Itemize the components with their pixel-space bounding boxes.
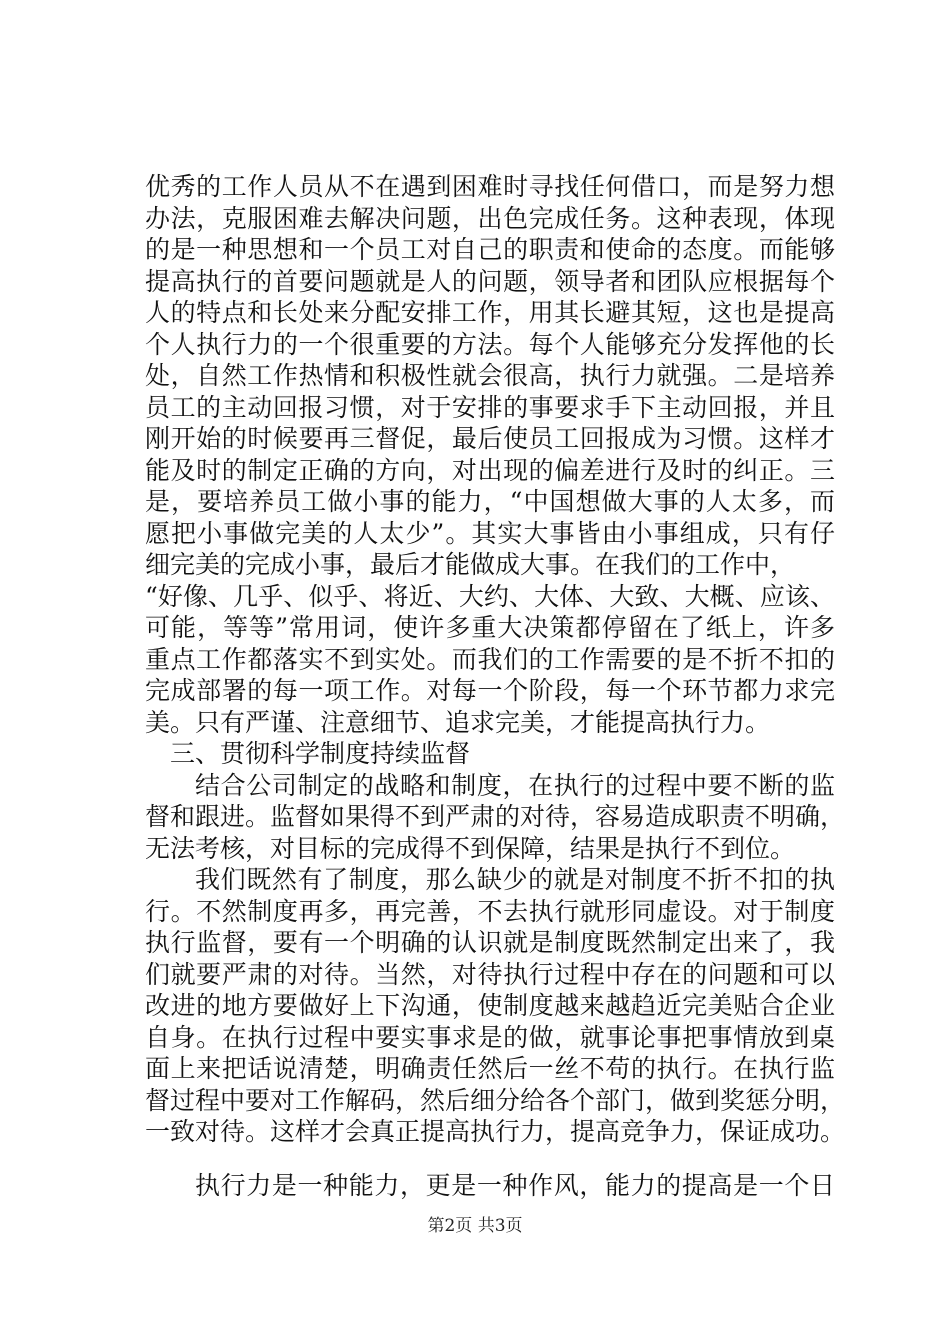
text-line: 刚开始的时候要再三督促，最后使员工回报成为习惯。这样才	[145, 424, 835, 453]
text-line: 督过程中要对工作解码，然后细分给各个部门，做到奖惩分明，	[145, 1085, 846, 1115]
text-line: 自身。在执行过程中要实事求是的做，就事论事把事情放到桌	[145, 1022, 835, 1052]
text-line: 优秀的工作人员从不在遇到困难时寻找任何借口，而是努力想	[145, 172, 835, 201]
text-line: 面上来把话说清楚，明确责任然后一丝不苟的执行。在执行监	[145, 1054, 835, 1083]
text-line: 一致对待。这样才会真正提高执行力，提高竞争力，保证成功。	[145, 1117, 846, 1146]
text-line: 愿把小事做完美的人太少”。其实大事皆由小事组成，只有仔	[145, 518, 835, 548]
text-line: 们就要严肃的对待。当然，对待执行过程中存在的问题和可以	[145, 959, 835, 989]
text-line: 无法考核，对目标的完成得不到保障，结果是执行不到位。	[145, 833, 796, 863]
text-line: 细完美的完成小事，最后才能做成大事。在我们的工作中，	[145, 550, 796, 579]
paragraph-first-line: 结合公司制定的战略和制度，在执行的过程中要不断的监	[195, 770, 835, 800]
text-line: 美。只有严谨、注意细节、追求完美，才能提高执行力。	[145, 707, 771, 737]
text-line: “好像、几乎、似乎、将近、大约、大体、大致、大概、应该、	[145, 581, 835, 611]
text-line: 改进的地方要做好上下沟通，使制度越来越趋近完美贴合企业	[145, 991, 835, 1020]
text-line: 个人执行力的一个很重要的方法。每个人能够充分发挥他的长	[145, 329, 835, 359]
text-line: 可能，等等”常用词，使许多重大决策都停留在了纸上，许多	[145, 613, 835, 642]
page-number-footer: 第2页 共3页	[427, 1216, 523, 1236]
text-line: 员工的主动回报习惯，对于安排的事要求手下主动回报，并且	[145, 392, 835, 422]
text-line: 的是一种思想和一个员工对自己的职责和使命的态度。而能够	[145, 235, 835, 264]
text-line: 执行监督，要有一个明确的认识就是制度既然制定出来了，我	[145, 928, 835, 957]
text-line: 督和跟进。监督如果得不到严肃的对待，容易造成职责不明确，	[145, 802, 846, 831]
paragraph-first-line: 我们既然有了制度，那么缺少的就是对制度不折不扣的执	[195, 865, 835, 894]
paragraph-gap	[145, 1148, 835, 1170]
text-line: 重点工作都落实不到实处。而我们的工作需要的是不折不扣的	[145, 644, 835, 674]
text-line: 行。不然制度再多，再完善，不去执行就形同虚设。对于制度	[145, 896, 835, 926]
document-body	[145, 171, 846, 1201]
text-line: 提高执行的首要问题就是人的问题，领导者和团队应根据每个	[145, 266, 835, 296]
section-heading: 三、贯彻科学制度持续监督	[170, 739, 471, 768]
text-line: 人的特点和长处来分配安排工作，用其长避其短，这也是提高	[145, 298, 835, 327]
text-line: 完成部署的每一项工作。对每一个阶段，每一个环节都力求完	[145, 676, 835, 705]
text-line: 能及时的制定正确的方向，对出现的偏差进行及时的纠正。三	[145, 455, 835, 485]
text-line: 办法，克服困难去解决问题，出色完成任务。这种表现，体现	[145, 203, 835, 233]
paragraph-first-line: 执行力是一种能力，更是一种作风，能力的提高是一个日	[195, 1170, 835, 1200]
text-line: 处，自然工作热情和积极性就会很高，执行力就强。二是培养	[145, 361, 835, 390]
text-line: 是，要培养员工做小事的能力，“中国想做大事的人太多，而	[145, 487, 835, 516]
